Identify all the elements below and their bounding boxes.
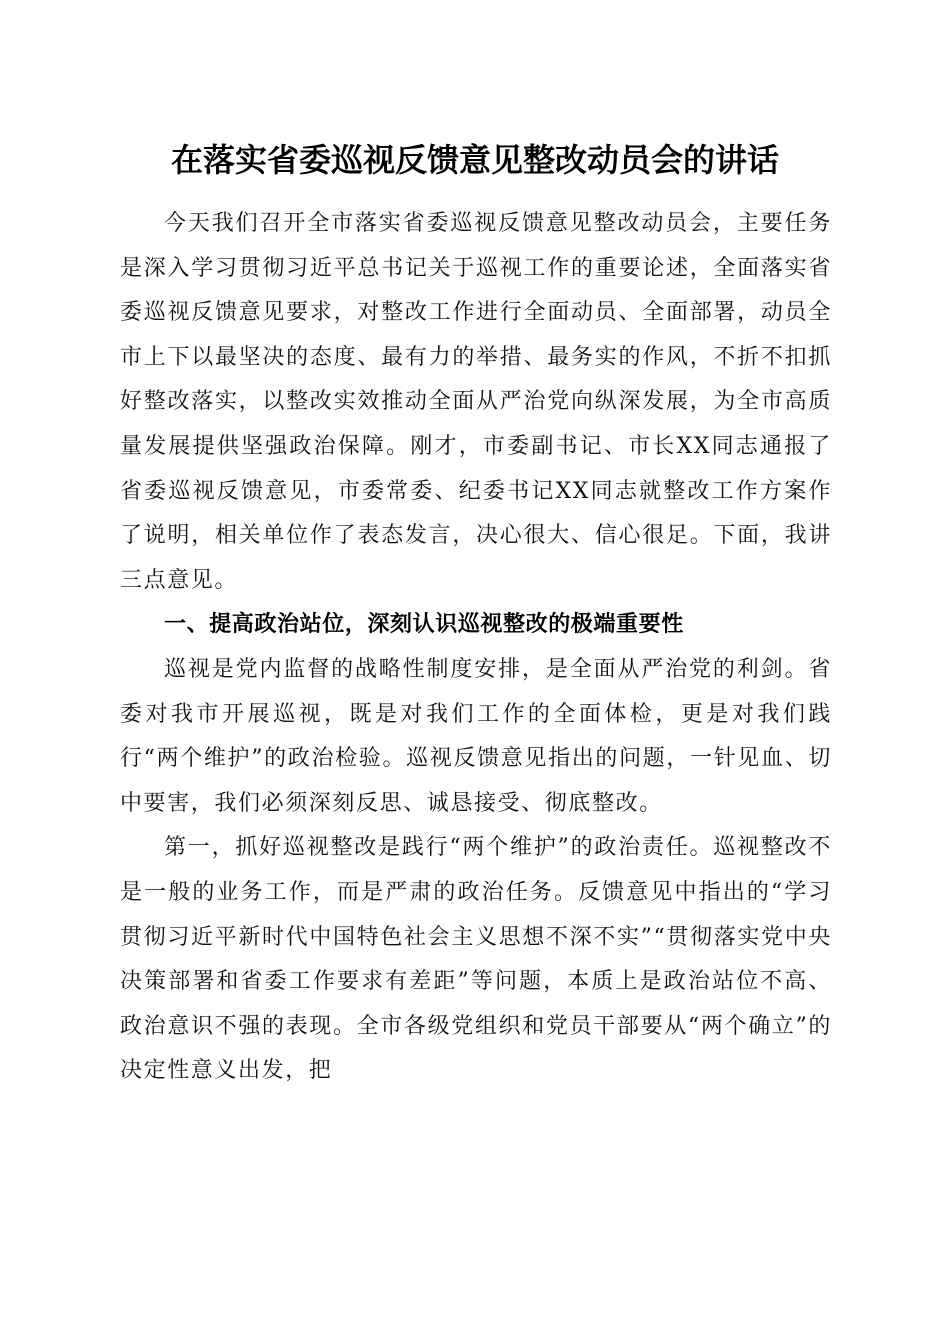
document-title: 在落实省委巡视反馈意见整改动员会的讲话: [170, 141, 779, 179]
document-body: [120, 202, 832, 1094]
section-heading-1: 一、提高政治站位，深刻认识巡视整改的极端重要性: [164, 612, 684, 638]
paragraph-point-1: 第一，抓好巡视整改是践行“两个维护”的政治责任。巡视整改不是一般的业务工作，而是严肃的政治任务。反馈意见中指出的“学习贯彻习近平新时代中国特色社会主义思想不深不实”“贯彻落实党中央决策部署和省委工作要求有差距”等问题，本质上是政治站位不高、政治意识不强的表现。全市各级党组织和党员干部要从“两个确立”的决定性意义出发，把: [120, 835, 832, 1084]
paragraph-section-1-intro: 巡视是党内监督的战略性制度安排，是全面从严治党的利剑。省委对我市开展巡视，既是对我们工作的全面体检，更是对我们践行“两个维护”的政治检验。巡视反馈意见指出的问题，一针见血、切中要害，我们必须深刻反思、诚恳接受、彻底整改。: [120, 656, 832, 816]
paragraph-opening: 今天我们召开全市落实省委巡视反馈意见整改动员会，主要任务是深入学习贯彻习近平总书记关于巡视工作的重要论述，全面落实省委巡视反馈意见要求，对整改工作进行全面动员、全面部署，动员全市上下以最坚决的态度、最有力的举措、最务实的作风，不折不扣抓好整改落实，以整改实效推动全面从严治党向纵深发展，为全市高质量发展提供坚强政治保障。刚才，市委副书记、市长XX同志通报了省委巡视反馈意见，市委常委、纪委书记XX同志就整改工作方案作了说明，相关单位作了表态发言，决心很大、信心很足。下面，我讲三点意见。: [120, 211, 832, 593]
